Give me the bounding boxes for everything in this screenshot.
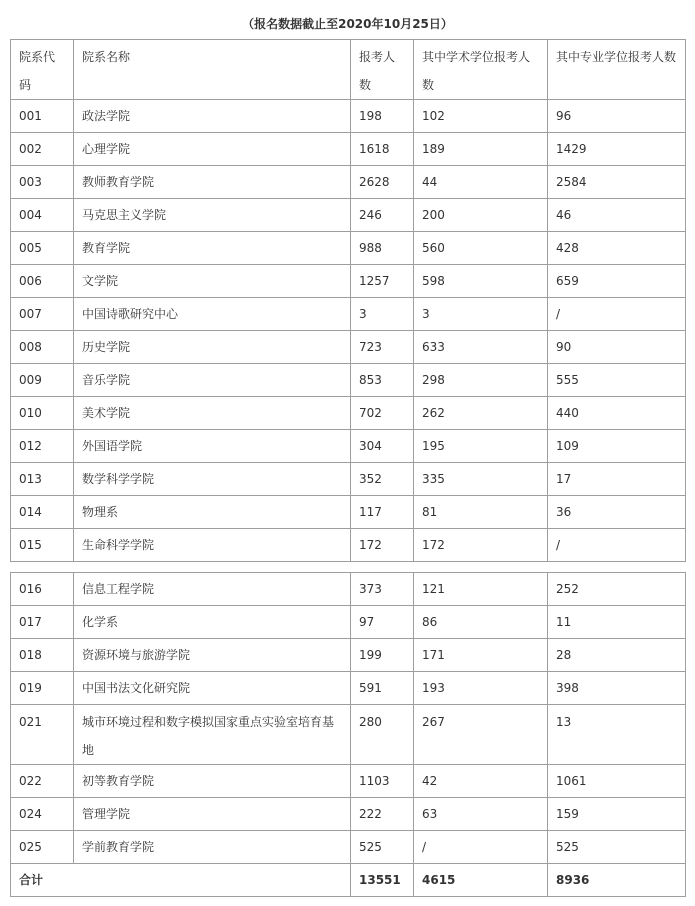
admissions-table-part1: [10, 39, 686, 562]
dept-code-cell: 009: [11, 364, 74, 397]
dept-name-cell: 文学院: [74, 265, 351, 298]
applicants-cell: 853: [351, 364, 414, 397]
total-professional: 8936: [548, 864, 686, 897]
academic-degree-cell: 193: [414, 672, 548, 705]
dept-code-cell: 007: [11, 298, 74, 331]
table-row: [11, 831, 686, 864]
applicants-cell: 246: [351, 199, 414, 232]
table-row: [11, 765, 686, 798]
applicants-cell: 525: [351, 831, 414, 864]
table-row: [11, 639, 686, 672]
applicants-cell: 723: [351, 331, 414, 364]
dept-code-cell: 003: [11, 166, 74, 199]
dept-code-cell: 024: [11, 798, 74, 831]
professional-degree-cell: 252: [548, 573, 686, 606]
professional-degree-cell: 440: [548, 397, 686, 430]
professional-degree-cell: 11: [548, 606, 686, 639]
admissions-table-part2: [10, 572, 686, 897]
table-row: [11, 232, 686, 265]
table-row: [11, 430, 686, 463]
academic-degree-cell: 42: [414, 765, 548, 798]
academic-degree-cell: 81: [414, 496, 548, 529]
dept-code-cell: 001: [11, 100, 74, 133]
applicants-cell: 304: [351, 430, 414, 463]
table-row: [11, 331, 686, 364]
professional-degree-cell: 36: [548, 496, 686, 529]
professional-degree-cell: 525: [548, 831, 686, 864]
dept-name-cell: 信息工程学院: [74, 573, 351, 606]
dept-code-cell: 004: [11, 199, 74, 232]
dept-name-cell: 政法学院: [74, 100, 351, 133]
dept-name-cell: 资源环境与旅游学院: [74, 639, 351, 672]
professional-degree-cell: 428: [548, 232, 686, 265]
academic-degree-cell: 335: [414, 463, 548, 496]
dept-name-cell: 外国语学院: [74, 430, 351, 463]
academic-degree-cell: /: [414, 831, 548, 864]
applicants-cell: 198: [351, 100, 414, 133]
dept-name-cell: 物理系: [74, 496, 351, 529]
column-header: 院系代码: [11, 40, 74, 100]
applicants-cell: 1618: [351, 133, 414, 166]
dept-code-cell: 008: [11, 331, 74, 364]
professional-degree-cell: 2584: [548, 166, 686, 199]
table-row: [11, 529, 686, 562]
academic-degree-cell: 200: [414, 199, 548, 232]
professional-degree-cell: 159: [548, 798, 686, 831]
professional-degree-cell: 28: [548, 639, 686, 672]
dept-name-cell: 管理学院: [74, 798, 351, 831]
applicants-cell: 373: [351, 573, 414, 606]
applicants-cell: 591: [351, 672, 414, 705]
header-row: [11, 40, 686, 100]
dept-code-cell: 014: [11, 496, 74, 529]
table-caption: （报名数据截止至2020年10月25日）: [242, 17, 453, 31]
professional-degree-cell: 1061: [548, 765, 686, 798]
dept-name-cell: 中国诗歌研究中心: [74, 298, 351, 331]
dept-name-cell: 教育学院: [74, 232, 351, 265]
column-header: 其中专业学位报考人数: [548, 40, 686, 100]
dept-code-cell: 012: [11, 430, 74, 463]
table-row: [11, 364, 686, 397]
professional-degree-cell: 96: [548, 100, 686, 133]
total-row: [11, 864, 686, 897]
dept-name-cell: 音乐学院: [74, 364, 351, 397]
applicants-cell: 280: [351, 705, 414, 765]
dept-name-cell: 初等教育学院: [74, 765, 351, 798]
applicants-cell: 1257: [351, 265, 414, 298]
table-row: [11, 705, 686, 765]
table-row: [11, 265, 686, 298]
table-row: [11, 463, 686, 496]
academic-degree-cell: 63: [414, 798, 548, 831]
dept-code-cell: 013: [11, 463, 74, 496]
academic-degree-cell: 633: [414, 331, 548, 364]
academic-degree-cell: 44: [414, 166, 548, 199]
dept-code-cell: 006: [11, 265, 74, 298]
table-row: [11, 798, 686, 831]
dept-name-cell: 马克思主义学院: [74, 199, 351, 232]
dept-code-cell: 019: [11, 672, 74, 705]
table-row: [11, 397, 686, 430]
academic-degree-cell: 195: [414, 430, 548, 463]
table-row: [11, 166, 686, 199]
applicants-cell: 1103: [351, 765, 414, 798]
dept-code-cell: 021: [11, 705, 74, 765]
applicants-cell: 352: [351, 463, 414, 496]
academic-degree-cell: 102: [414, 100, 548, 133]
academic-degree-cell: 267: [414, 705, 548, 765]
professional-degree-cell: 659: [548, 265, 686, 298]
applicants-cell: 702: [351, 397, 414, 430]
dept-name-cell: 历史学院: [74, 331, 351, 364]
applicants-cell: 172: [351, 529, 414, 562]
professional-degree-cell: 17: [548, 463, 686, 496]
table-row: [11, 133, 686, 166]
applicants-cell: 988: [351, 232, 414, 265]
table-row: [11, 672, 686, 705]
academic-degree-cell: 121: [414, 573, 548, 606]
academic-degree-cell: 262: [414, 397, 548, 430]
dept-code-cell: 018: [11, 639, 74, 672]
table-row: [11, 298, 686, 331]
dept-name-cell: 美术学院: [74, 397, 351, 430]
applicants-cell: 3: [351, 298, 414, 331]
academic-degree-cell: 298: [414, 364, 548, 397]
academic-degree-cell: 171: [414, 639, 548, 672]
dept-name-cell: 生命科学学院: [74, 529, 351, 562]
professional-degree-cell: /: [548, 529, 686, 562]
applicants-cell: 222: [351, 798, 414, 831]
column-header: 其中学术学位报考人数: [414, 40, 548, 100]
professional-degree-cell: 90: [548, 331, 686, 364]
professional-degree-cell: /: [548, 298, 686, 331]
dept-name-cell: 城市环境过程和数字模拟国家重点实验室培育基地: [74, 705, 351, 765]
dept-name-cell: 学前教育学院: [74, 831, 351, 864]
column-header: 报考人数: [351, 40, 414, 100]
professional-degree-cell: 398: [548, 672, 686, 705]
academic-degree-cell: 560: [414, 232, 548, 265]
applicants-cell: 2628: [351, 166, 414, 199]
dept-code-cell: 010: [11, 397, 74, 430]
academic-degree-cell: 86: [414, 606, 548, 639]
academic-degree-cell: 189: [414, 133, 548, 166]
applicants-cell: 117: [351, 496, 414, 529]
professional-degree-cell: 1429: [548, 133, 686, 166]
applicants-cell: 97: [351, 606, 414, 639]
table-row: [11, 573, 686, 606]
dept-code-cell: 002: [11, 133, 74, 166]
dept-name-cell: 心理学院: [74, 133, 351, 166]
total-applicants: 13551: [351, 864, 414, 897]
dept-name-cell: 数学科学学院: [74, 463, 351, 496]
dept-code-cell: 025: [11, 831, 74, 864]
dept-code-cell: 016: [11, 573, 74, 606]
column-header: 院系名称: [74, 40, 351, 100]
professional-degree-cell: 13: [548, 705, 686, 765]
table-row: [11, 199, 686, 232]
dept-code-cell: 017: [11, 606, 74, 639]
academic-degree-cell: 3: [414, 298, 548, 331]
academic-degree-cell: 598: [414, 265, 548, 298]
dept-name-cell: 化学系: [74, 606, 351, 639]
total-label: 合计: [11, 864, 351, 897]
professional-degree-cell: 46: [548, 199, 686, 232]
table-row: [11, 496, 686, 529]
professional-degree-cell: 555: [548, 364, 686, 397]
table-row: [11, 100, 686, 133]
academic-degree-cell: 172: [414, 529, 548, 562]
dept-name-cell: 中国书法文化研究院: [74, 672, 351, 705]
table-row: [11, 606, 686, 639]
dept-name-cell: 教师教育学院: [74, 166, 351, 199]
total-academic: 4615: [414, 864, 548, 897]
professional-degree-cell: 109: [548, 430, 686, 463]
dept-code-cell: 022: [11, 765, 74, 798]
applicants-cell: 199: [351, 639, 414, 672]
dept-code-cell: 015: [11, 529, 74, 562]
dept-code-cell: 005: [11, 232, 74, 265]
